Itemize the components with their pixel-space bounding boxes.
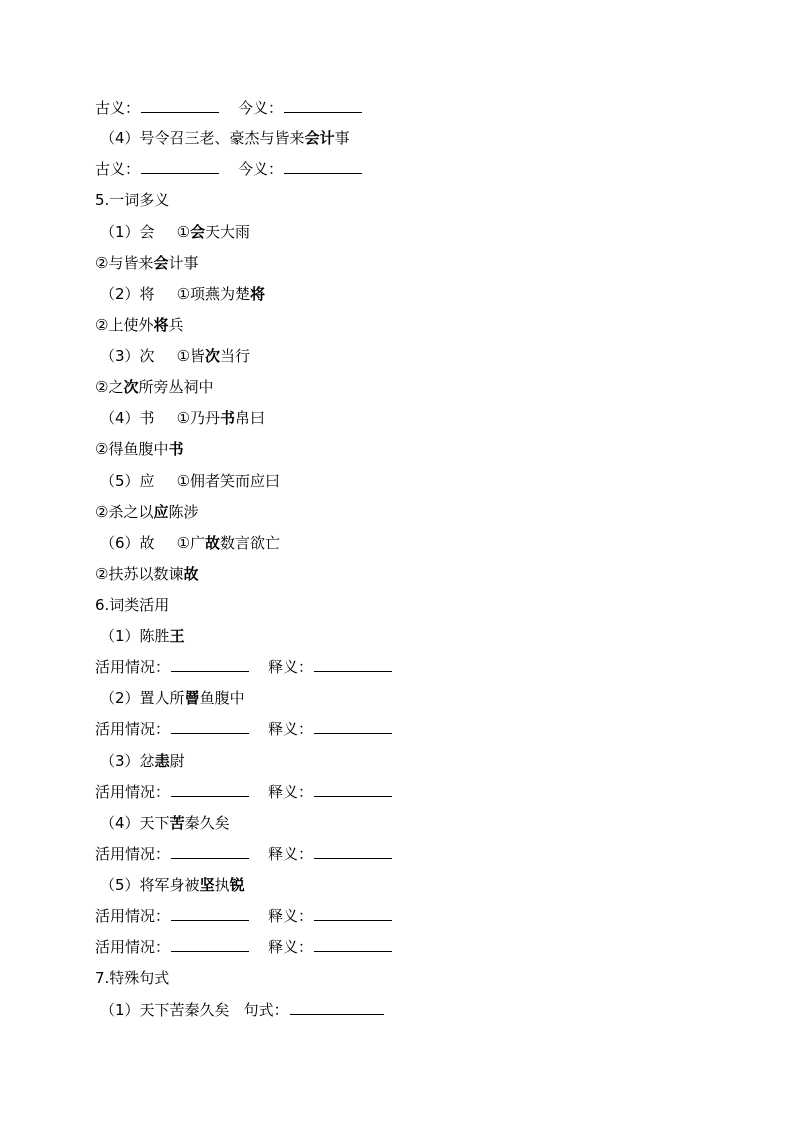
item-number: （5） [100, 876, 140, 894]
explanation-blank[interactable] [314, 844, 392, 859]
explanation-blank[interactable] [314, 782, 392, 797]
ancient-meaning-label: 古义： [95, 99, 141, 117]
item-mark: ① [176, 347, 191, 365]
ancient-meaning-blank[interactable] [141, 98, 219, 113]
item-text: 杀之以 [108, 503, 154, 521]
item-keyword: 坚 [199, 876, 215, 894]
usage-label: 活用情况： [95, 658, 171, 676]
item-mark: ② [95, 565, 109, 583]
item-keyword: 苦 [169, 814, 185, 832]
item-keyword: 会 [190, 223, 206, 241]
item-mark: ② [95, 316, 109, 334]
polysemy-item [95, 315, 184, 335]
item-text: 天下苦秦久矣 [139, 1001, 230, 1019]
ancient-meaning-blank[interactable] [141, 159, 219, 174]
item-mark: ① [176, 223, 191, 241]
item-number: （2） [100, 689, 140, 707]
item-word: 故 [139, 534, 155, 552]
item-keyword: 恚 [154, 752, 170, 770]
usage-label: 活用情况： [95, 720, 171, 738]
modern-meaning-label: 今义： [238, 160, 284, 178]
explanation-blank[interactable] [314, 937, 392, 952]
item-word: 会 [139, 223, 155, 241]
item-text: 陈胜 [139, 627, 170, 645]
usage-blank[interactable] [171, 937, 249, 952]
usage-item [100, 875, 245, 895]
polysemy-item [100, 408, 265, 428]
polysemy-item [95, 377, 214, 397]
item-mark: ② [95, 440, 109, 458]
item-text: 项燕为楚 [190, 285, 251, 303]
item-text: 置人所 [139, 689, 185, 707]
usage-label: 活用情况： [95, 845, 171, 863]
usage-row [95, 937, 392, 957]
item-number: （3） [100, 347, 140, 365]
item-keyword: 锐 [229, 876, 245, 894]
item-keyword: 王 [169, 627, 185, 645]
item-keyword: 会计 [304, 129, 335, 147]
usage-row [95, 844, 392, 864]
item-text: 得鱼腹中 [108, 440, 169, 458]
polysemy-item [100, 533, 280, 553]
item-mark: ② [95, 378, 109, 396]
section-heading: 6.词类活用 [95, 596, 170, 614]
item-text: 忿 [139, 752, 155, 770]
usage-item [100, 688, 245, 708]
item-number: （3） [100, 752, 140, 770]
item-text: 鱼腹中 [199, 689, 245, 707]
item-text: 佣者笑而应曰 [190, 472, 281, 490]
item-text: 秦久矣 [184, 814, 230, 832]
item-text: 天大雨 [205, 223, 251, 241]
item-text: 天下 [139, 814, 170, 832]
usage-row [95, 719, 392, 739]
explanation-blank[interactable] [314, 657, 392, 672]
meaning-row [95, 159, 362, 179]
item-text: 与皆来 [108, 254, 154, 272]
item-text: 将军身被 [139, 876, 200, 894]
explanation-label: 释义： [268, 658, 314, 676]
usage-item [100, 751, 185, 771]
item-mark: ② [95, 254, 109, 272]
item-mark: ① [176, 534, 191, 552]
item-text: 事 [334, 129, 350, 147]
sentence-pattern-item [100, 1000, 384, 1020]
explanation-blank[interactable] [314, 719, 392, 734]
item-number: （4） [100, 409, 140, 427]
item-number: （4） [100, 129, 140, 147]
usage-blank[interactable] [171, 782, 249, 797]
usage-blank[interactable] [171, 906, 249, 921]
item-text: 执 [214, 876, 230, 894]
usage-label: 活用情况： [95, 907, 171, 925]
explanation-blank[interactable] [314, 906, 392, 921]
item-text: 帛曰 [235, 409, 266, 427]
item-keyword: 应 [153, 503, 169, 521]
sentence-pattern-blank[interactable] [290, 1000, 384, 1015]
item-number: （6） [100, 534, 140, 552]
item-text: 之 [108, 378, 124, 396]
polysemy-item [100, 222, 250, 242]
item-word: 次 [139, 347, 155, 365]
item-text: 尉 [169, 752, 185, 770]
item-text: 上使外 [108, 316, 154, 334]
item-word: 将 [139, 285, 155, 303]
explanation-label: 释义： [268, 783, 314, 801]
item-text: 乃丹 [190, 409, 221, 427]
item-number: （1） [100, 223, 140, 241]
polysemy-item [95, 439, 183, 459]
item-mark: ① [176, 409, 191, 427]
item-line [100, 128, 350, 148]
item-keyword: 书 [168, 440, 184, 458]
item-word: 应 [139, 472, 155, 490]
usage-blank[interactable] [171, 844, 249, 859]
item-mark: ① [176, 285, 191, 303]
item-mark: ① [176, 472, 191, 490]
section-heading: 5.一词多义 [95, 191, 170, 209]
modern-meaning-blank[interactable] [284, 98, 362, 113]
sentence-pattern-label: 句式： [243, 1001, 289, 1019]
item-text: 所旁丛祠中 [138, 378, 214, 396]
meaning-row [95, 98, 362, 118]
item-keyword: 故 [205, 534, 221, 552]
item-number: （1） [100, 627, 140, 645]
usage-blank[interactable] [171, 657, 249, 672]
ancient-meaning-label: 古义： [95, 160, 141, 178]
item-text: 兵 [168, 316, 184, 334]
modern-meaning-label: 今义： [238, 99, 284, 117]
item-text: 计事 [168, 254, 199, 272]
usage-item [100, 813, 230, 833]
explanation-label: 释义： [268, 938, 314, 956]
item-number: （2） [100, 285, 140, 303]
item-number: （4） [100, 814, 140, 832]
item-mark: ② [95, 503, 109, 521]
usage-label: 活用情况： [95, 783, 171, 801]
item-keyword: 次 [123, 378, 139, 396]
item-text: 数言欲亡 [220, 534, 281, 552]
polysemy-item [100, 471, 280, 491]
item-word: 书 [139, 409, 155, 427]
explanation-label: 释义： [268, 845, 314, 863]
item-text: 皆 [190, 347, 206, 365]
item-number: （1） [100, 1001, 140, 1019]
polysemy-item [100, 346, 250, 366]
item-keyword: 故 [183, 565, 199, 583]
polysemy-item [100, 284, 265, 304]
item-text: 陈涉 [168, 503, 199, 521]
item-keyword: 次 [205, 347, 221, 365]
polysemy-item [95, 564, 198, 584]
item-keyword: 罾 [184, 689, 200, 707]
item-text: 广 [190, 534, 206, 552]
item-keyword: 书 [220, 409, 236, 427]
usage-blank[interactable] [171, 719, 249, 734]
item-keyword: 将 [250, 285, 266, 303]
item-text: 当行 [220, 347, 251, 365]
item-number: （5） [100, 472, 140, 490]
explanation-label: 释义： [268, 720, 314, 738]
polysemy-item [95, 253, 199, 273]
section-heading: 7.特殊句式 [95, 969, 170, 987]
usage-row [95, 906, 392, 926]
item-text: 扶苏以数谏 [108, 565, 184, 583]
item-keyword: 将 [153, 316, 169, 334]
explanation-label: 释义： [268, 907, 314, 925]
polysemy-item [95, 502, 199, 522]
usage-row [95, 657, 392, 677]
usage-row [95, 782, 392, 802]
item-text: 号令召三老、豪杰与皆来 [139, 129, 305, 147]
modern-meaning-blank[interactable] [284, 159, 362, 174]
usage-label: 活用情况： [95, 938, 171, 956]
usage-item [100, 626, 185, 646]
item-keyword: 会 [153, 254, 169, 272]
